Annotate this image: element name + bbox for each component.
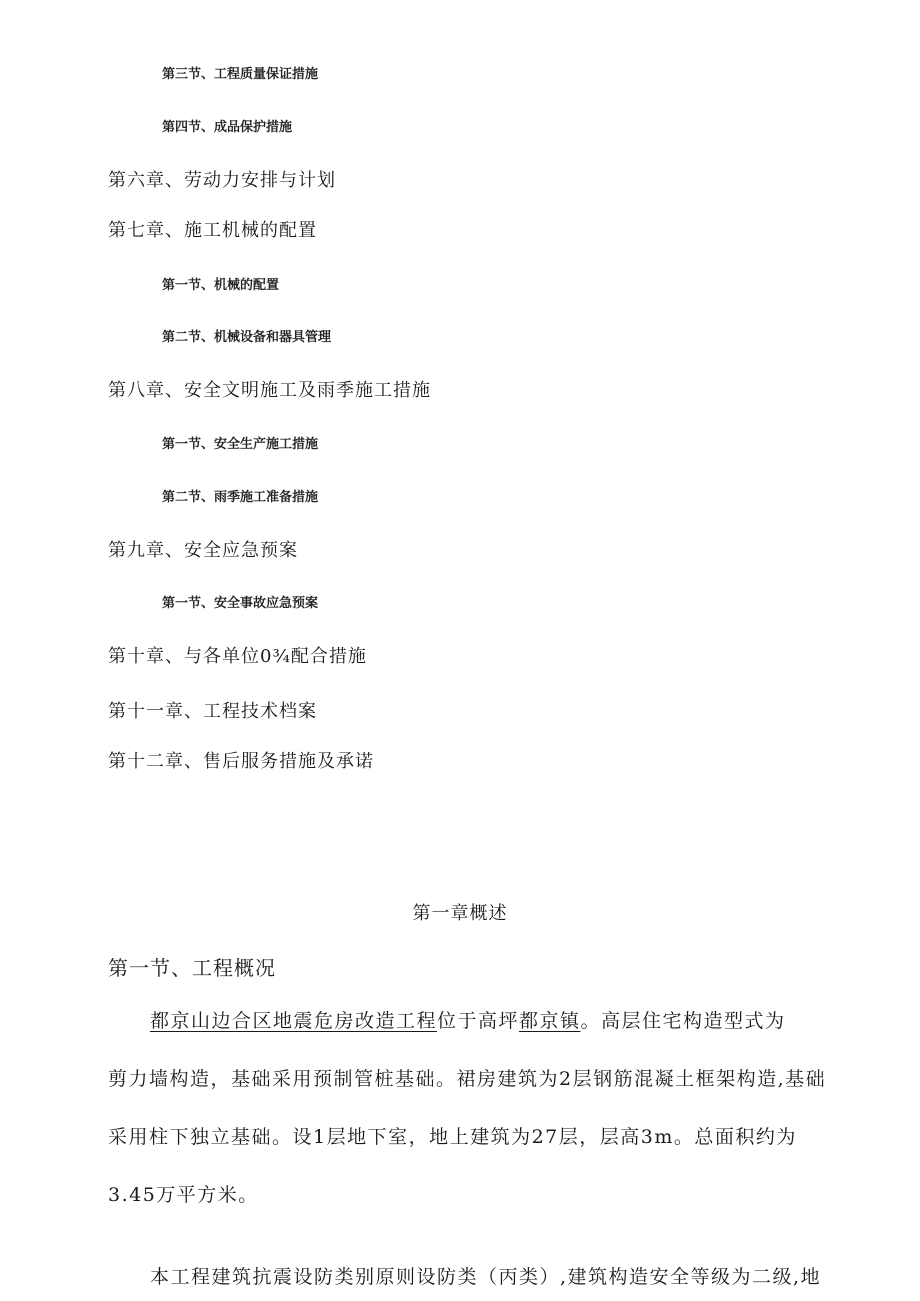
toc-entry-section: 第三节、工程质量保证措施 bbox=[162, 67, 319, 82]
section-title: 第一节、工程概况 bbox=[108, 956, 276, 980]
toc-entry-chapter: 第九章、安全应急预案 bbox=[108, 540, 298, 561]
text-run: 。高层住宅构造型式为 bbox=[580, 1010, 786, 1032]
toc-entry-chapter: 第十章、与各单位0¾配合措施 bbox=[108, 646, 367, 667]
text-run: 位于高坪 bbox=[437, 1010, 520, 1032]
toc-entry-section: 第二节、机械设备和器具管理 bbox=[162, 330, 332, 345]
toc-entry-section: 第一节、安全事故应急预案 bbox=[162, 596, 319, 611]
paragraph-line: 剪力墙构造，基础采用预制管桩基础。裙房建筑为2层钢筋混凝土框架构造,基础 bbox=[108, 1068, 827, 1090]
toc-entry-section: 第一节、机械的配置 bbox=[162, 278, 280, 293]
paragraph-line: 采用柱下独立基础。设1层地下室，地上建筑为27层，层高3m。总面积约为 bbox=[108, 1126, 797, 1148]
toc-entry-chapter: 第十二章、售后服务措施及承诺 bbox=[108, 751, 374, 772]
toc-entry-section: 第二节、雨季施工准备措施 bbox=[162, 490, 319, 505]
toc-entry-chapter: 第十一章、工程技术档案 bbox=[108, 701, 317, 722]
toc-entry-section: 第四节、成品保护措施 bbox=[162, 120, 293, 135]
project-name: 都京山边合区地震危房改造工程 bbox=[150, 1010, 438, 1032]
chapter-title: 第一章概述 bbox=[412, 903, 508, 924]
toc-entry-chapter: 第六章、劳动力安排与计划 bbox=[108, 170, 336, 191]
paragraph-line: 本工程建筑抗震设防类别原则设防类（丙类）,建筑构造安全等级为二级,地 bbox=[150, 1266, 822, 1288]
paragraph-line: 3.45万平方米。 bbox=[108, 1184, 259, 1206]
toc-entry-chapter: 第八章、安全文明施工及雨季施工措施 bbox=[108, 380, 431, 401]
town-name: 都京镇 bbox=[519, 1010, 581, 1032]
toc-entry-section: 第一节、安全生产施工措施 bbox=[162, 437, 319, 452]
paragraph-line bbox=[150, 1006, 786, 1033]
toc-entry-chapter: 第七章、施工机械的配置 bbox=[108, 220, 317, 241]
